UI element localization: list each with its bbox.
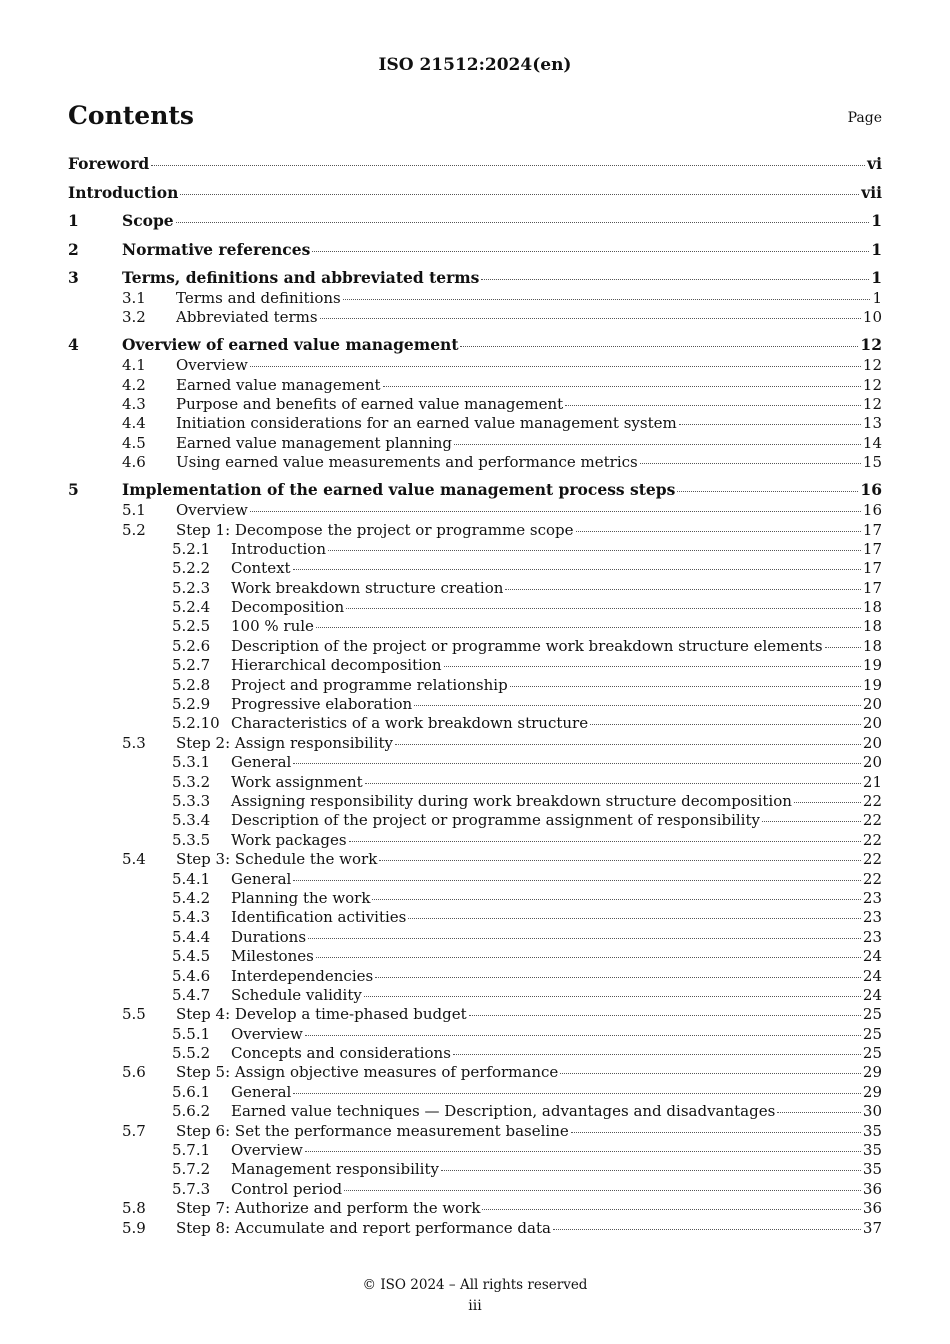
toc-entry[interactable] <box>68 334 882 356</box>
toc-entry-number: 1 <box>68 211 79 230</box>
dot-leader <box>395 744 861 745</box>
toc-entry-title: Step 6: Set the performance measurement baseline <box>176 1121 569 1140</box>
toc-entry-number: 5.4.5 <box>172 947 211 966</box>
toc-entry-page: 18 <box>862 617 882 636</box>
dot-leader <box>176 222 870 223</box>
dot-leader <box>379 860 861 861</box>
page-number: iii <box>468 1298 482 1314</box>
toc-entry-title: Foreword <box>68 154 150 173</box>
dot-leader <box>553 1229 861 1230</box>
toc-entry-title: Identification activities <box>231 908 407 927</box>
toc-entry-title: Initiation considerations for an earned value management system <box>176 414 677 433</box>
toc-entry-title: Overview <box>231 1141 303 1160</box>
toc-entry-number: 5 <box>68 480 79 500</box>
toc-entry[interactable] <box>68 734 882 753</box>
toc-entry-number: 5.3.5 <box>172 830 211 849</box>
toc-entry-page: 25 <box>862 1005 882 1024</box>
toc-entry-title: Interdependencies <box>231 966 374 985</box>
toc-entry-page: 17 <box>862 578 882 597</box>
toc-entry-page: 16 <box>862 501 882 520</box>
dot-leader <box>151 165 865 166</box>
toc-entry-number: 5.4.6 <box>172 966 211 985</box>
toc-entry[interactable] <box>68 579 882 598</box>
toc-entry-number: 4.5 <box>122 433 146 452</box>
toc-entry-page: 22 <box>862 811 882 830</box>
toc-entry-page: 1 <box>872 289 882 307</box>
toc-entry[interactable] <box>68 501 882 520</box>
toc-entry[interactable] <box>68 210 882 232</box>
copyright-notice: © ISO 2024 – All rights reserved <box>362 1277 588 1293</box>
toc-entry[interactable] <box>68 1005 882 1024</box>
toc-entry-title: Description of the project or programme assignment of responsibility <box>231 811 760 830</box>
toc-entry-title: Milestones <box>231 947 314 966</box>
toc-entry-number: 4.1 <box>122 356 146 375</box>
toc-entry[interactable] <box>68 656 882 675</box>
dot-leader <box>590 724 861 725</box>
dot-leader <box>777 1112 861 1113</box>
dot-leader <box>250 366 861 367</box>
toc-entry-page: 19 <box>862 675 882 694</box>
dot-leader <box>250 511 861 512</box>
toc-entry-title: Step 7: Authorize and perform the work <box>176 1199 481 1218</box>
toc-entry-number: 5.3.4 <box>172 811 211 830</box>
toc-entry-title: Earned value techniques — Description, advantages and disadvantages <box>231 1102 776 1121</box>
dot-leader <box>383 386 861 387</box>
dot-leader <box>679 424 861 425</box>
dot-leader <box>576 531 861 532</box>
toc-entry-page: 19 <box>862 656 882 675</box>
toc-entry-title: General <box>231 753 292 772</box>
toc-entry-number: 5.2.6 <box>172 636 211 655</box>
toc-entry-title: Overview <box>231 1024 303 1043</box>
toc-entry-title: Hierarchical decomposition <box>231 656 442 675</box>
toc-entry-number: 5.2.1 <box>172 539 211 558</box>
toc-entry[interactable] <box>68 521 882 540</box>
toc-entry-page: 12 <box>860 335 882 355</box>
toc-entry-title: Normative references <box>122 239 311 259</box>
dot-leader <box>640 463 861 464</box>
toc-entry-title: Implementation of the earned value management process steps <box>122 480 676 500</box>
toc-entry-page: 14 <box>862 433 882 452</box>
toc-entry[interactable] <box>68 598 882 617</box>
toc-entry-number: 5.7.1 <box>172 1141 211 1160</box>
toc-entry[interactable] <box>68 967 882 986</box>
toc-entry-title: Purpose and benefits of earned value management <box>176 395 564 414</box>
toc-entry[interactable] <box>68 1122 882 1141</box>
toc-entry-page: 20 <box>862 733 882 752</box>
toc-entry-page: 23 <box>862 888 882 907</box>
toc-entry-number: 2 <box>68 239 79 259</box>
toc-entry[interactable] <box>68 395 882 414</box>
toc-entry-page: 21 <box>862 772 882 791</box>
dot-leader <box>312 251 869 252</box>
toc-entry-number: 4 <box>68 335 79 355</box>
toc-entry-page: vii <box>861 182 882 202</box>
toc-entry-number: 4.6 <box>122 453 146 472</box>
toc-entry[interactable] <box>68 540 882 559</box>
toc-entry-number: 4.4 <box>122 414 146 433</box>
dot-leader <box>560 1073 861 1074</box>
toc-entry-page: 29 <box>862 1063 882 1082</box>
toc-entry[interactable] <box>68 356 882 375</box>
toc-entry-page: 17 <box>862 559 882 578</box>
dot-leader <box>453 1054 861 1055</box>
toc-entry-page: 23 <box>862 927 882 946</box>
toc-entry-number: 5.2 <box>122 520 146 539</box>
toc-entry-page: 24 <box>862 985 882 1004</box>
toc-entry-number: 5.9 <box>122 1218 146 1237</box>
dot-leader <box>343 299 871 300</box>
toc-entry-number: 5.7 <box>122 1121 146 1140</box>
toc-entry-title: Concepts and considerations <box>231 1044 451 1063</box>
dot-leader <box>293 880 861 881</box>
toc-entry[interactable] <box>68 1044 882 1063</box>
toc-entry-title: Overview of earned value management <box>122 335 459 355</box>
toc-entry-title: Step 8: Accumulate and report performance data <box>176 1218 551 1237</box>
toc-entry[interactable] <box>68 1063 882 1082</box>
toc-entry-title: Project and programme relationship <box>231 675 508 694</box>
toc-entry[interactable] <box>68 1180 882 1199</box>
dot-leader <box>482 1209 860 1210</box>
toc-entry-number: 5.5 <box>122 1005 146 1024</box>
toc-entry-title: Terms and definitions <box>176 289 341 307</box>
toc-entry-number: 5.6.1 <box>172 1082 211 1101</box>
toc-entry[interactable] <box>68 714 882 733</box>
toc-entry[interactable] <box>68 267 882 289</box>
toc-entry-number: 5.2.3 <box>172 578 211 597</box>
toc-entry[interactable] <box>68 870 882 889</box>
toc-entry-title: Step 2: Assign responsibility <box>176 733 394 752</box>
dot-leader <box>364 996 861 997</box>
dot-leader <box>305 1151 861 1152</box>
dot-leader <box>481 279 869 280</box>
toc-entry-page: 30 <box>862 1102 882 1121</box>
toc-entry-title: Durations <box>231 927 307 946</box>
toc-entry-title: Context <box>231 559 291 578</box>
toc-entry[interactable] <box>68 695 882 714</box>
toc-entry-page: 18 <box>862 636 882 655</box>
toc-entry-title: Abbreviated terms <box>176 308 318 327</box>
toc-entry-title: Using earned value measurements and performance metrics <box>176 453 638 472</box>
toc-entry-title: Characteristics of a work breakdown structure <box>231 714 589 733</box>
toc-entry-page: 18 <box>862 598 882 617</box>
toc-entry-title: Introduction <box>68 182 179 202</box>
toc-entry-page: 22 <box>862 791 882 810</box>
dot-leader <box>762 821 861 822</box>
toc-entry-number: 5.2.4 <box>172 598 211 617</box>
dot-leader <box>571 1132 861 1133</box>
toc-entry-number: 5.7.2 <box>172 1160 211 1179</box>
toc-entry-title: Work packages <box>231 830 347 849</box>
toc-entry[interactable] <box>68 617 882 636</box>
toc-entry-number: 5.4 <box>122 850 146 869</box>
toc-entry-number: 5.3.3 <box>172 791 211 810</box>
dot-leader <box>308 938 861 939</box>
dot-leader <box>454 444 861 445</box>
toc-entry-title: Decomposition <box>231 598 345 617</box>
toc-entry-number: 5.2.10 <box>172 714 220 733</box>
toc-entry[interactable] <box>68 1219 882 1238</box>
toc-entry-title: Control period <box>231 1179 343 1198</box>
toc-entry-number: 4.3 <box>122 395 146 414</box>
dot-leader <box>414 705 861 706</box>
toc-entry-title: Step 3: Schedule the work <box>176 850 378 869</box>
toc-entry[interactable] <box>68 239 882 261</box>
dot-leader <box>505 589 860 590</box>
dot-leader <box>346 608 861 609</box>
toc-entry-page: 25 <box>862 1044 882 1063</box>
toc-entry[interactable] <box>68 753 882 772</box>
toc-entry-title: Introduction <box>231 539 326 558</box>
toc-entry-page: 35 <box>862 1160 882 1179</box>
toc-entry-number: 5.3 <box>122 733 146 752</box>
toc-entry-page: 35 <box>862 1121 882 1140</box>
toc-entry[interactable] <box>68 1141 882 1160</box>
toc-entry-page: 24 <box>862 966 882 985</box>
document-id: ISO 21512:2024(en) <box>378 55 572 75</box>
toc-entry[interactable] <box>68 479 882 501</box>
toc-entry-page: 24 <box>862 947 882 966</box>
toc-entry-number: 5.8 <box>122 1199 146 1218</box>
dot-leader <box>794 802 861 803</box>
dot-leader <box>365 783 861 784</box>
dot-leader <box>375 977 861 978</box>
toc-entry-page: 17 <box>862 539 882 558</box>
toc-entry-number: 5.3.2 <box>172 772 211 791</box>
toc-entry-title: Scope <box>122 211 174 230</box>
toc-entry-number: 3 <box>68 268 79 287</box>
toc-entry-page: 22 <box>862 850 882 869</box>
toc-entry-page: 23 <box>862 908 882 927</box>
toc-entry[interactable] <box>68 831 882 850</box>
toc-entry-title: Earned value management <box>176 375 381 394</box>
toc-entry[interactable] <box>68 947 882 966</box>
toc-entry[interactable] <box>68 811 882 830</box>
toc-entry-page: 12 <box>862 356 882 375</box>
toc-entry-title: Overview <box>176 356 248 375</box>
toc-entry-number: 5.2.5 <box>172 617 211 636</box>
toc-entry[interactable] <box>68 908 882 927</box>
table-of-contents <box>68 153 882 1238</box>
toc-entry-page: 20 <box>862 695 882 714</box>
toc-entry-title: General <box>231 869 292 888</box>
toc-entry-number: 5.2.9 <box>172 695 211 714</box>
toc-entry-number: 3.2 <box>122 308 146 327</box>
toc-entry[interactable] <box>68 773 882 792</box>
toc-entry-page: 20 <box>862 753 882 772</box>
dot-leader <box>293 763 861 764</box>
toc-entry-title: Progressive elaboration <box>231 695 413 714</box>
toc-entry-page: 1 <box>871 239 882 259</box>
toc-entry[interactable] <box>68 676 882 695</box>
toc-entry-number: 5.2.2 <box>172 559 211 578</box>
toc-entry[interactable] <box>68 1102 882 1121</box>
dot-leader <box>344 1190 861 1191</box>
toc-entry[interactable] <box>68 376 882 395</box>
toc-entry[interactable] <box>68 289 882 308</box>
toc-entry-title: Description of the project or programme work breakdown structure elements <box>231 636 823 655</box>
toc-entry-page: 20 <box>862 714 882 733</box>
toc-entry[interactable] <box>68 850 882 869</box>
toc-entry-page: 36 <box>862 1179 882 1198</box>
toc-entry-title: Step 1: Decompose the project or programme scope <box>176 520 574 539</box>
toc-entry-number: 4.2 <box>122 375 146 394</box>
toc-entry-number: 5.6 <box>122 1063 146 1082</box>
dot-leader <box>565 405 861 406</box>
dot-leader <box>372 899 860 900</box>
toc-entry[interactable] <box>68 182 882 204</box>
toc-entry-title: Terms, definitions and abbreviated terms <box>122 268 480 287</box>
toc-entry[interactable] <box>68 637 882 656</box>
toc-entry[interactable] <box>68 308 882 327</box>
toc-entry-page: vi <box>867 154 882 173</box>
toc-entry-title: General <box>231 1082 292 1101</box>
toc-entry[interactable] <box>68 1083 882 1102</box>
toc-entry-number: 5.4.7 <box>172 985 211 1004</box>
toc-entry-title: Work breakdown structure creation <box>231 578 504 597</box>
toc-entry-page: 1 <box>871 268 882 287</box>
dot-leader <box>677 491 858 492</box>
toc-entry[interactable] <box>68 889 882 908</box>
dot-leader <box>320 318 861 319</box>
toc-entry-title: Step 4: Develop a time-phased budget <box>176 1005 467 1024</box>
dot-leader <box>305 1035 861 1036</box>
toc-entry-title: Management responsibility <box>231 1160 439 1179</box>
toc-entry[interactable] <box>68 559 882 578</box>
toc-entry-page: 25 <box>862 1024 882 1043</box>
toc-entry-number: 5.4.3 <box>172 908 211 927</box>
toc-entry-title: Planning the work <box>231 888 371 907</box>
toc-entry-page: 10 <box>862 308 882 327</box>
dot-leader <box>349 841 861 842</box>
dot-leader <box>293 1093 861 1094</box>
dot-leader <box>328 550 861 551</box>
toc-entry-page: 15 <box>862 453 882 472</box>
toc-entry-number: 5.5.2 <box>172 1044 211 1063</box>
toc-entry[interactable] <box>68 986 882 1005</box>
toc-entry[interactable] <box>68 153 882 175</box>
toc-entry-title: Schedule validity <box>231 985 362 1004</box>
toc-entry-number: 5.7.3 <box>172 1179 211 1198</box>
toc-entry-page: 13 <box>862 414 882 433</box>
toc-entry[interactable] <box>68 1025 882 1044</box>
dot-leader <box>441 1170 861 1171</box>
toc-entry-title: Work assignment <box>231 772 363 791</box>
toc-entry[interactable] <box>68 453 882 472</box>
toc-entry[interactable] <box>68 1199 882 1218</box>
dot-leader <box>460 346 858 347</box>
toc-entry-number: 5.6.2 <box>172 1102 211 1121</box>
toc-entry-page: 37 <box>862 1218 882 1237</box>
toc-entry[interactable] <box>68 928 882 947</box>
dot-leader <box>825 647 861 648</box>
toc-entry-number: 5.4.1 <box>172 869 211 888</box>
toc-entry-page: 12 <box>862 375 882 394</box>
toc-entry[interactable] <box>68 434 882 453</box>
page-title: Contents <box>68 101 195 130</box>
toc-entry-page: 29 <box>862 1082 882 1101</box>
toc-entry[interactable] <box>68 1160 882 1179</box>
dot-leader <box>510 686 861 687</box>
dot-leader <box>316 627 861 628</box>
toc-entry-number: 5.1 <box>122 501 146 520</box>
toc-entry-title: Overview <box>176 501 248 520</box>
toc-entry[interactable] <box>68 414 882 433</box>
toc-entry-page: 16 <box>860 480 882 500</box>
dot-leader <box>408 918 861 919</box>
toc-entry-number: 5.4.2 <box>172 888 211 907</box>
dot-leader <box>444 666 861 667</box>
toc-entry-number: 5.2.7 <box>172 656 211 675</box>
toc-entry-page: 22 <box>862 869 882 888</box>
toc-entry-page: 12 <box>862 395 882 414</box>
dot-leader <box>180 194 859 195</box>
dot-leader <box>293 569 861 570</box>
dot-leader <box>316 957 861 958</box>
toc-entry-number: 5.2.8 <box>172 675 211 694</box>
toc-entry-page: 1 <box>871 211 882 230</box>
toc-entry[interactable] <box>68 792 882 811</box>
toc-entry-number: 5.5.1 <box>172 1024 211 1043</box>
toc-entry-number: 3.1 <box>122 289 146 307</box>
toc-entry-page: 35 <box>862 1141 882 1160</box>
toc-entry-title: Assigning responsibility during work breakdown structure decomposition <box>231 791 792 810</box>
toc-entry-page: 22 <box>862 830 882 849</box>
toc-entry-title: 100 % rule <box>231 617 314 636</box>
toc-entry-title: Step 5: Assign objective measures of performance <box>176 1063 559 1082</box>
toc-entry-page: 36 <box>862 1199 882 1218</box>
toc-entry-title: Earned value management planning <box>176 433 453 452</box>
page-column-label: Page <box>847 110 882 126</box>
dot-leader <box>469 1015 861 1016</box>
toc-entry-number: 5.3.1 <box>172 753 211 772</box>
toc-entry-page: 17 <box>862 520 882 539</box>
toc-entry-number: 5.4.4 <box>172 927 211 946</box>
